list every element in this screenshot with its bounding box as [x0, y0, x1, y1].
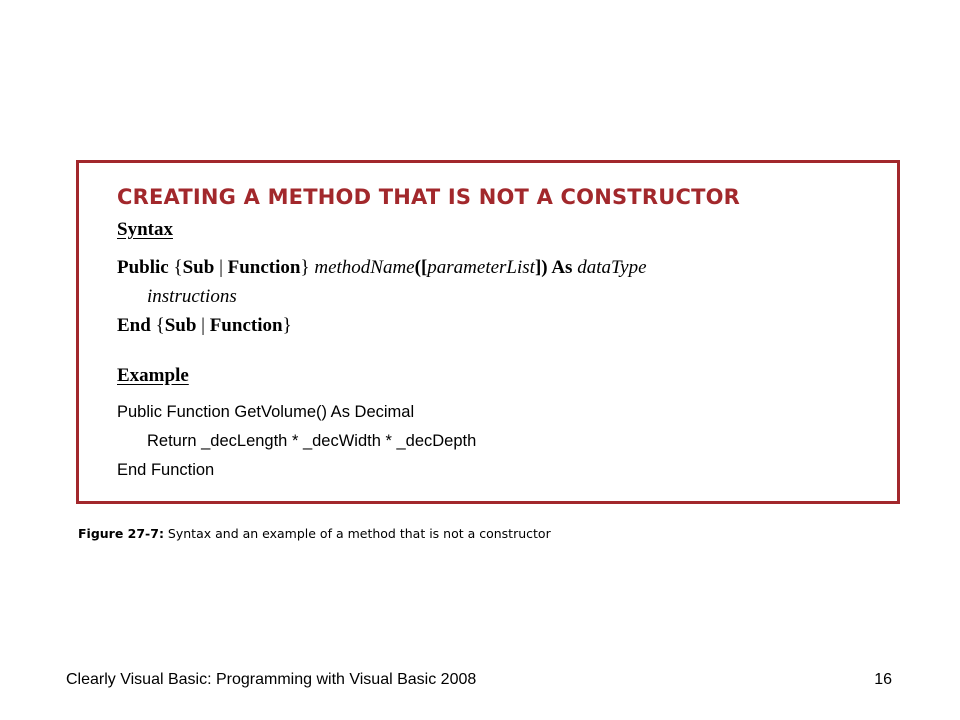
syntax-end-keyword-function: Function: [209, 315, 283, 336]
syntax-close-brace: }: [300, 257, 315, 278]
figure-caption-label: Figure 27-7:: [78, 526, 164, 541]
footer-book-title: Clearly Visual Basic: Programming with Visual Basic 2008: [66, 671, 477, 688]
example-code-line: Return _decLength * _decWidth * _decDepth: [147, 432, 477, 450]
figure-box: [76, 160, 900, 504]
syntax-line-declaration: [117, 257, 647, 279]
page-number: 16: [874, 671, 892, 688]
syntax-keyword-end: End: [117, 315, 151, 336]
syntax-keyword-sub: Sub: [182, 257, 215, 278]
syntax-line-end: [117, 315, 292, 337]
syntax-end-separator: |: [196, 315, 210, 336]
syntax-line-instructions: [147, 286, 237, 308]
figure-caption-text: Syntax and an example of a method that is not a constructor: [163, 526, 551, 541]
syntax-open-brace: {: [168, 257, 183, 278]
example-heading: Example: [117, 365, 189, 386]
syntax-end-close-brace: }: [282, 315, 292, 336]
syntax-method-name: methodName: [314, 257, 415, 278]
figure-title: CREATING A METHOD THAT IS NOT A CONSTRUCTOR: [117, 185, 741, 209]
syntax-separator: |: [214, 257, 228, 278]
example-code-line: Public Function GetVolume() As Decimal: [117, 403, 415, 421]
syntax-end-open-brace: {: [150, 315, 165, 336]
syntax-keyword-function: Function: [227, 257, 301, 278]
figure-caption: [78, 526, 551, 541]
syntax-parameter-list: parameterList: [427, 257, 535, 278]
syntax-keyword-public: Public: [117, 257, 169, 278]
syntax-data-type: dataType: [577, 257, 647, 278]
syntax-end-keyword-sub: Sub: [164, 315, 197, 336]
syntax-close-paren-as: ]) As: [534, 257, 573, 278]
syntax-instructions: instructions: [147, 286, 237, 307]
syntax-heading: Syntax: [117, 219, 173, 240]
example-code-line: End Function: [117, 461, 215, 479]
syntax-open-paren: ([: [414, 257, 428, 278]
